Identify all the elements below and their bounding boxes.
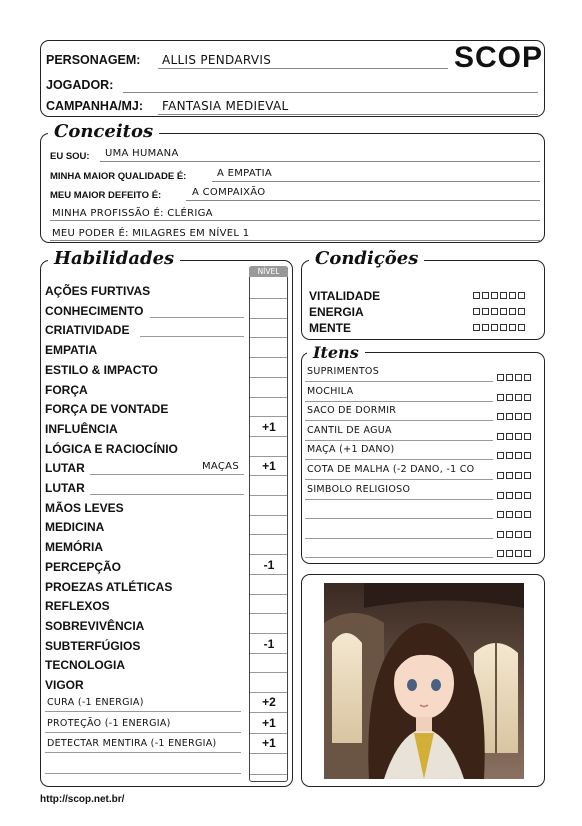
- skill-name: LUTAR: [45, 481, 85, 495]
- condition-checkbox[interactable]: [518, 292, 525, 299]
- item-checkbox[interactable]: [497, 374, 504, 381]
- campanha-value[interactable]: FANTASIA MEDIEVAL: [162, 99, 289, 113]
- item-checkbox[interactable]: [506, 492, 513, 499]
- condition-checkbox[interactable]: [500, 324, 507, 331]
- item-checkbox[interactable]: [524, 413, 531, 420]
- item-checkbox[interactable]: [524, 550, 531, 557]
- item-checkbox[interactable]: [497, 394, 504, 401]
- item-checkbox[interactable]: [515, 452, 522, 459]
- power-level[interactable]: +2: [262, 695, 276, 709]
- item-checkbox[interactable]: [506, 374, 513, 381]
- power-name[interactable]: DETECTAR MENTIRA (-1 ENERGIA): [47, 738, 217, 749]
- condition-checkbox[interactable]: [482, 292, 489, 299]
- item-checkbox[interactable]: [506, 511, 513, 518]
- item-name[interactable]: SUPRIMENTOS: [307, 366, 380, 377]
- item-checkbox[interactable]: [524, 433, 531, 440]
- item-checkbox[interactable]: [515, 550, 522, 557]
- item-checkboxes[interactable]: [497, 531, 531, 538]
- character-portrait: [324, 583, 524, 779]
- defeito-value[interactable]: A COMPAIXÃO: [192, 187, 266, 198]
- skill-name: SOBREVIVÊNCIA: [45, 618, 145, 633]
- item-checkbox[interactable]: [515, 374, 522, 381]
- item-name[interactable]: MOCHILA: [307, 385, 354, 397]
- skill-name: FORÇA DE VONTADE: [45, 402, 169, 417]
- skill-name: LUTAR: [45, 461, 85, 476]
- condition-checkbox[interactable]: [482, 324, 489, 331]
- item-checkbox[interactable]: [515, 531, 522, 538]
- skill-name: EMPATIA: [45, 343, 98, 358]
- eu-sou-label: EU SOU:: [50, 151, 90, 162]
- condition-checkbox[interactable]: [509, 324, 516, 331]
- nivel-label: NÍVEL: [257, 267, 280, 276]
- item-checkbox[interactable]: [497, 550, 504, 557]
- condition-checkbox[interactable]: [473, 292, 480, 299]
- item-name[interactable]: COTA DE MALHA (-2 DANO, -1 CO: [307, 464, 475, 475]
- condicao-name: MENTE: [309, 321, 351, 335]
- footer-url[interactable]: http://scop.net.br/: [40, 794, 125, 805]
- qualidade-label: MINHA MAIOR QUALIDADE É:: [50, 171, 187, 182]
- skill-level[interactable]: -1: [263, 557, 275, 572]
- power-level[interactable]: +1: [262, 736, 276, 750]
- skill-name: MÃOS LEVES: [45, 500, 124, 515]
- defeito-label: MEU MAIOR DEFEITO É:: [50, 190, 162, 201]
- item-checkbox[interactable]: [524, 511, 531, 518]
- condition-checkbox[interactable]: [518, 308, 525, 315]
- condicao-checkboxes[interactable]: [473, 308, 525, 315]
- item-checkbox[interactable]: [497, 433, 504, 440]
- condition-checkbox[interactable]: [473, 324, 480, 331]
- qualidade-value[interactable]: A EMPATIA: [217, 168, 273, 179]
- item-checkbox[interactable]: [524, 374, 531, 381]
- item-checkboxes[interactable]: [497, 550, 531, 557]
- condition-checkbox[interactable]: [491, 324, 498, 331]
- poder-line[interactable]: MEU PODER É: MILAGRES EM NÍVEL 1: [52, 228, 250, 239]
- item-checkbox[interactable]: [497, 531, 504, 538]
- personagem-value[interactable]: ALLIS PENDARVIS: [162, 53, 272, 67]
- item-checkboxes[interactable]: [497, 394, 531, 401]
- item-checkbox[interactable]: [497, 413, 504, 420]
- item-checkbox[interactable]: [524, 531, 531, 538]
- item-checkbox[interactable]: [497, 511, 504, 518]
- skill-name: VIGOR: [45, 678, 84, 692]
- item-name[interactable]: MAÇA (+1 DANO): [307, 444, 395, 456]
- condition-checkbox[interactable]: [509, 308, 516, 315]
- power-name[interactable]: PROTEÇÃO (-1 ENERGIA): [47, 717, 171, 729]
- personagem-label: PERSONAGEM:: [46, 53, 141, 67]
- skill-level[interactable]: -1: [263, 636, 275, 651]
- item-checkbox[interactable]: [506, 452, 513, 459]
- item-checkboxes[interactable]: [497, 472, 531, 479]
- item-checkbox[interactable]: [497, 452, 504, 459]
- item-checkboxes[interactable]: [497, 492, 531, 499]
- item-checkbox[interactable]: [497, 472, 504, 479]
- item-checkbox[interactable]: [506, 394, 513, 401]
- skill-level[interactable]: +1: [262, 419, 276, 434]
- condition-checkbox[interactable]: [509, 292, 516, 299]
- item-checkbox[interactable]: [515, 472, 522, 479]
- skill-name: INFLUÊNCIA: [45, 421, 118, 436]
- jogador-label: JOGADOR:: [46, 78, 114, 92]
- item-name[interactable]: SACO DE DORMIR: [307, 405, 397, 417]
- item-checkbox[interactable]: [506, 550, 513, 557]
- condition-checkbox[interactable]: [500, 308, 507, 315]
- scop-logo: SCOP: [454, 41, 544, 74]
- condition-checkbox[interactable]: [500, 292, 507, 299]
- itens-title: Itens: [307, 344, 365, 362]
- item-checkbox[interactable]: [524, 452, 531, 459]
- item-checkboxes[interactable]: [497, 433, 531, 440]
- condicao-checkboxes[interactable]: [473, 292, 525, 299]
- eu-sou-value[interactable]: UMA HUMANA: [105, 148, 179, 159]
- power-name[interactable]: CURA (-1 ENERGIA): [47, 697, 144, 708]
- condicao-name: VITALIDADE: [309, 289, 381, 303]
- item-checkbox[interactable]: [524, 472, 531, 479]
- skill-name: REFLEXOS: [45, 599, 110, 614]
- skill-name: FORÇA: [45, 382, 88, 397]
- skill-name: CRIATIVIDADE: [45, 323, 130, 338]
- skill-name: MEDICINA: [45, 520, 105, 535]
- skill-specialty[interactable]: MAÇAS: [202, 461, 239, 473]
- condicao-name: ENERGIA: [309, 305, 364, 319]
- condition-checkbox[interactable]: [482, 308, 489, 315]
- skill-name: CONHECIMENTO: [45, 303, 144, 318]
- item-name[interactable]: SÍMBOLO RELIGIOSO: [307, 483, 411, 495]
- item-checkboxes[interactable]: [497, 413, 531, 420]
- skill-level[interactable]: +1: [262, 459, 276, 474]
- skill-name: PROEZAS ATLÉTICAS: [45, 579, 173, 594]
- item-checkbox[interactable]: [506, 433, 513, 440]
- skill-name: MEMÓRIA: [45, 540, 103, 555]
- item-checkbox[interactable]: [515, 433, 522, 440]
- item-name[interactable]: CANTIL DE ÁGUA: [307, 424, 392, 436]
- item-checkbox[interactable]: [506, 413, 513, 420]
- item-checkbox[interactable]: [497, 492, 504, 499]
- item-checkbox[interactable]: [506, 531, 513, 538]
- item-checkbox[interactable]: [515, 413, 522, 420]
- condition-checkbox[interactable]: [491, 308, 498, 315]
- skill-name: TECNOLOGIA: [45, 658, 125, 673]
- campanha-label: CAMPANHA/MJ:: [46, 99, 143, 113]
- skill-name: LÓGICA E RACIOCÍNIO: [45, 441, 178, 456]
- item-checkbox[interactable]: [524, 394, 531, 401]
- conceitos-title: Conceitos: [48, 123, 159, 141]
- condition-checkbox[interactable]: [491, 292, 498, 299]
- item-checkbox[interactable]: [515, 492, 522, 499]
- skill-name: PERCEPÇÃO: [45, 559, 122, 574]
- condition-checkbox[interactable]: [518, 324, 525, 331]
- profissao-line[interactable]: MINHA PROFISSÃO É: CLÉRIGA: [52, 208, 213, 219]
- skill-name: ESTILO & IMPACTO: [45, 362, 158, 377]
- item-checkbox[interactable]: [515, 394, 522, 401]
- condicoes-title: Condições: [309, 250, 424, 268]
- item-checkbox[interactable]: [515, 511, 522, 518]
- skill-name: AÇÕES FURTIVAS: [45, 284, 151, 298]
- item-checkboxes[interactable]: [497, 511, 531, 518]
- habilidades-title: Habilidades: [48, 250, 180, 268]
- power-level[interactable]: +1: [262, 715, 276, 730]
- item-checkbox[interactable]: [506, 472, 513, 479]
- condicao-checkboxes[interactable]: [473, 324, 525, 331]
- skill-name: SUBTERFÚGIOS: [45, 638, 141, 653]
- condition-checkbox[interactable]: [473, 308, 480, 315]
- item-checkboxes[interactable]: [497, 374, 531, 381]
- header-box: [40, 40, 545, 117]
- item-checkbox[interactable]: [524, 492, 531, 499]
- item-checkboxes[interactable]: [497, 452, 531, 459]
